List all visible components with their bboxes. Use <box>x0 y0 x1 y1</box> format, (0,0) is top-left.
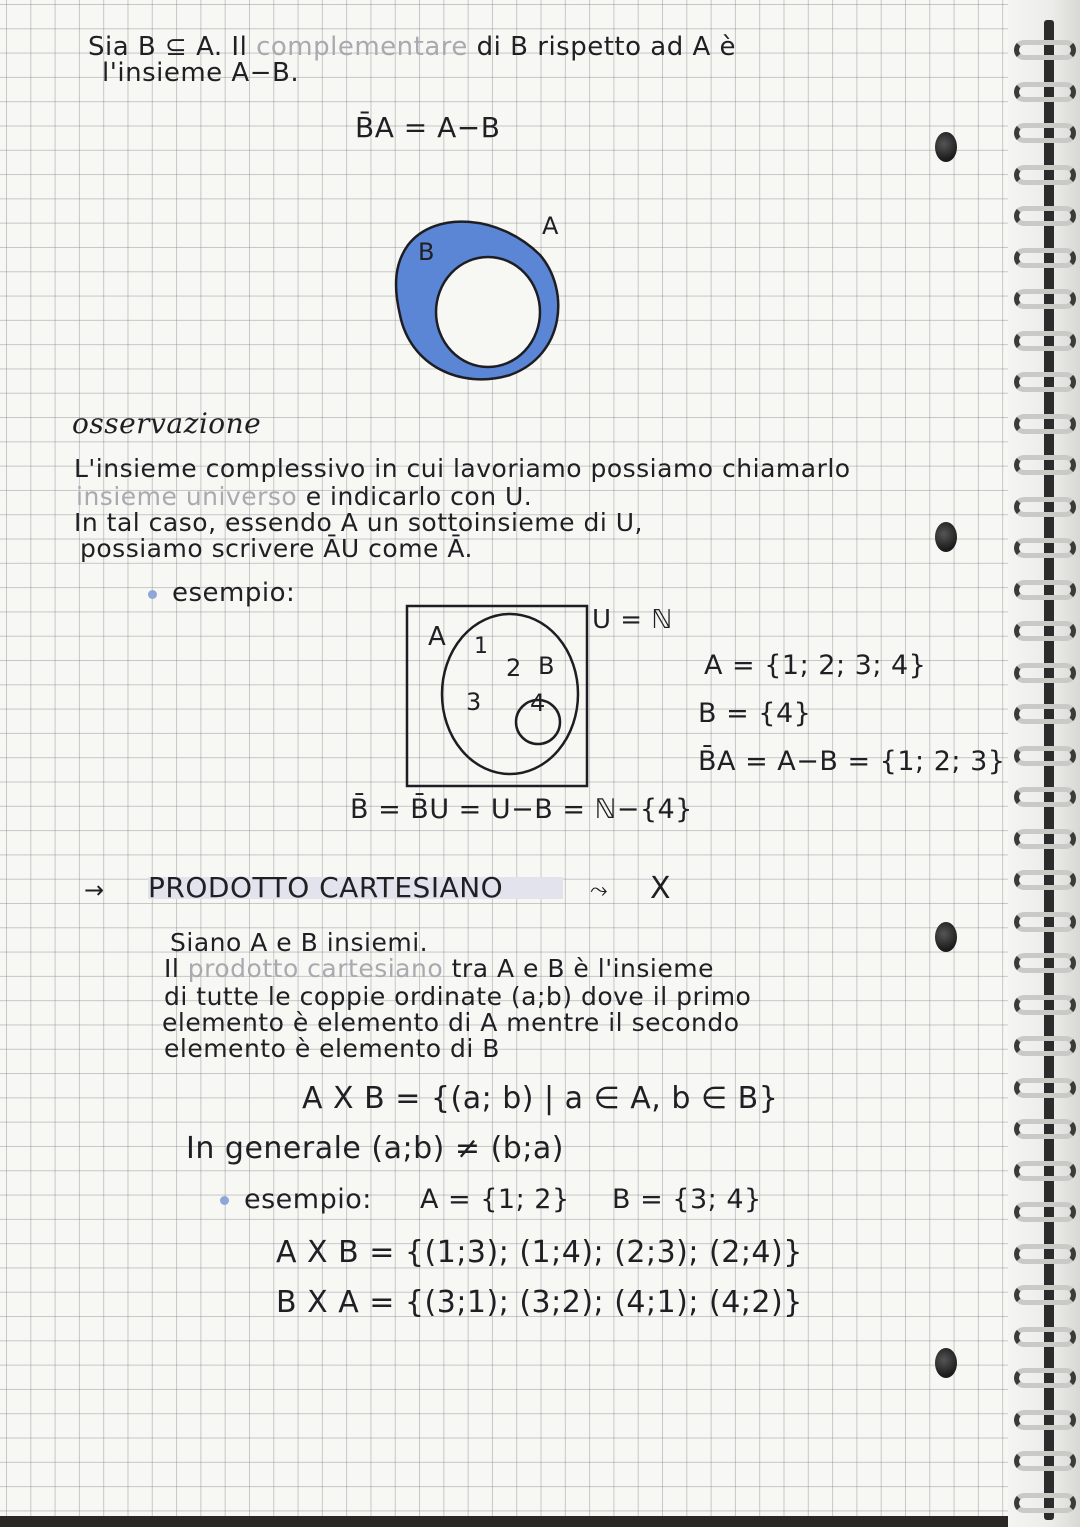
spiral-ring <box>1014 538 1076 558</box>
a-cross-b: A X B = {(1;3); (1;4); (2;3); (2;4)} <box>276 1235 803 1270</box>
spiral-ring <box>1014 1368 1076 1388</box>
spiral-ring <box>1014 414 1076 434</box>
spiral-ring <box>1014 953 1076 973</box>
observation-line-1: L'insieme complessivo in cui lavoriamo possiamo chiamarlo <box>74 454 851 483</box>
punch-hole <box>935 922 957 952</box>
cartesian-line-4: elemento è elemento di A mentre il secondo <box>162 1008 740 1037</box>
spiral-ring <box>1014 1327 1076 1347</box>
spiral-ring <box>1014 165 1076 185</box>
spiral-ring <box>1014 787 1076 807</box>
term-complementare: complementare <box>256 32 468 62</box>
complement-in-a: B̄A = A−B = {1; 2; 3} <box>698 746 1006 777</box>
spiral-ring <box>1014 746 1076 766</box>
cartesian-line-1: Siano A e B insiemi. <box>170 928 429 957</box>
spiral-ring <box>1014 704 1076 724</box>
spiral-ring <box>1014 455 1076 475</box>
spiral-ring <box>1014 1410 1076 1430</box>
diagram-label-a: A <box>542 212 559 240</box>
observation-heading: osservazione <box>72 407 262 440</box>
spiral-ring <box>1014 331 1076 351</box>
complement-in-u: B̄ = B̄U = U−B = ℕ−{4} <box>350 794 693 825</box>
spiral-ring <box>1014 497 1076 517</box>
spiral-ring <box>1014 289 1076 309</box>
example-1-label: esempio: <box>172 578 296 608</box>
complement-formula: B̄A = A−B <box>355 111 501 144</box>
punch-hole <box>935 522 957 552</box>
universe-label: U = ℕ <box>592 605 673 635</box>
definition-line-2: l'insieme A−B. <box>102 58 300 88</box>
set-b-definition: B = {4} <box>698 698 812 729</box>
set-a-definition: A = {1; 2; 3; 4} <box>704 650 927 681</box>
spiral-ring <box>1014 206 1076 226</box>
general-note: In generale (a;b) ≠ (b;a) <box>186 1131 565 1166</box>
punch-hole <box>935 132 957 162</box>
venn-element-3: 3 <box>466 688 482 716</box>
example-2-set-a: A = {1; 2} <box>420 1184 570 1215</box>
spiral-binding <box>1008 0 1080 1527</box>
term-prodotto-cartesiano: prodotto cartesiano <box>187 954 444 983</box>
venn-element-1: 1 <box>474 634 489 659</box>
venn-label-a: A <box>428 622 447 652</box>
spiral-ring <box>1014 248 1076 268</box>
cartesian-line-2-prefix: Il <box>164 954 180 983</box>
spiral-ring <box>1014 1036 1076 1056</box>
spiral-ring <box>1014 870 1076 890</box>
spiral-ring <box>1014 621 1076 641</box>
cartesian-symbol: X <box>650 871 672 906</box>
spiral-ring <box>1014 123 1076 143</box>
observation-line-2 <box>76 484 532 509</box>
b-cross-a: B X A = {(3;1); (3;2); (4;1); (4;2)} <box>276 1285 803 1320</box>
bullet-icon <box>148 590 157 599</box>
cartesian-line-2 <box>164 956 714 981</box>
spiral-ring <box>1014 1285 1076 1305</box>
spiral-ring <box>1014 663 1076 683</box>
observation-line-4: possiamo scrivere ĀU come Ā. <box>80 534 473 563</box>
punch-hole <box>935 1348 957 1378</box>
cartesian-heading: PRODOTTO CARTESIANO <box>148 874 563 902</box>
definition-line-1 <box>88 34 736 60</box>
spiral-ring <box>1014 912 1076 932</box>
observation-line-2-suffix: e indicarlo con U. <box>305 482 533 511</box>
spiral-ring <box>1014 1161 1076 1181</box>
spiral-ring <box>1014 40 1076 60</box>
spiral-ring <box>1014 580 1076 600</box>
spiral-ring <box>1014 1451 1076 1471</box>
venn-element-2: 2 <box>506 654 522 682</box>
example-2-label: esempio: <box>244 1184 372 1215</box>
venn-element-4: 4 <box>530 689 546 717</box>
cartesian-line-3: di tutte le coppie ordinate (a;b) dove il primo <box>164 982 752 1011</box>
spiral-ring <box>1014 82 1076 102</box>
spiral-ring <box>1014 1244 1076 1264</box>
cartesian-formula: A X B = {(a; b) | a ∈ A, b ∈ B} <box>302 1081 779 1116</box>
observation-line-3: In tal caso, essendo A un sottoinsieme di U, <box>74 508 643 537</box>
spiral-ring <box>1014 1493 1076 1513</box>
spiral-ring <box>1014 1202 1076 1222</box>
bullet-icon <box>220 1196 229 1205</box>
squiggle-arrow-icon: ⤳ <box>590 878 609 903</box>
term-insieme-universo: insieme universo <box>76 482 298 511</box>
spiral-ring <box>1014 829 1076 849</box>
cartesian-line-2-suffix: tra A e B è l'insieme <box>451 954 714 983</box>
definition-suffix: di B rispetto ad A è <box>476 32 737 62</box>
spiral-ring <box>1014 995 1076 1015</box>
definition-prefix: Sia B ⊆ A. Il <box>88 32 248 62</box>
diagram-label-b: B <box>418 238 435 266</box>
example-2-set-b: B = {3; 4} <box>612 1184 762 1215</box>
venn-label-b: B <box>538 652 555 680</box>
spiral-ring <box>1014 372 1076 392</box>
spiral-ring <box>1014 1078 1076 1098</box>
spiral-ring <box>1014 1119 1076 1139</box>
cartesian-line-5: elemento è elemento di B <box>164 1034 500 1063</box>
arrow-icon: → <box>84 876 105 904</box>
